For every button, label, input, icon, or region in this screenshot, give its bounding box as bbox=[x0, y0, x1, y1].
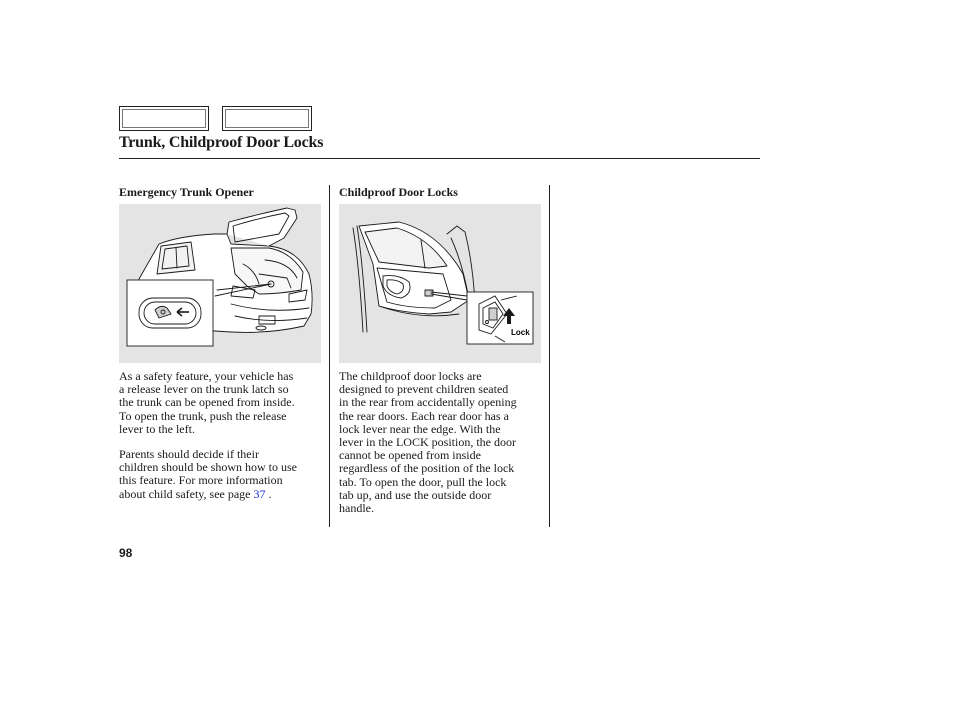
text-line bbox=[119, 488, 324, 501]
text-line: tab up, and use the outside door bbox=[339, 487, 492, 502]
text-line: Parents should decide if their bbox=[119, 447, 259, 461]
page-reference-link[interactable]: 37 bbox=[253, 486, 266, 501]
trunk-opener-paragraph-1 bbox=[119, 370, 324, 436]
text-line: regardless of the position of the lock bbox=[339, 461, 515, 476]
text-line: lock lever near the edge. With the bbox=[339, 421, 501, 436]
page-number: 98 bbox=[119, 546, 133, 560]
text-line: the trunk can be opened from inside. bbox=[119, 395, 295, 410]
trunk-opener-illustration bbox=[119, 204, 321, 363]
text-line: lever in the LOCK position, the door bbox=[339, 435, 516, 450]
title-divider bbox=[119, 158, 760, 159]
nav-box-main-menu[interactable] bbox=[119, 106, 209, 131]
text-line: To open the trunk, push the release bbox=[119, 408, 287, 423]
nav-box-table-of-contents[interactable] bbox=[222, 106, 312, 131]
text-line: in the rear from accidentally opening bbox=[339, 395, 517, 410]
page-title: Trunk, Childproof Door Locks bbox=[119, 134, 324, 151]
rear-door-drawing bbox=[339, 204, 541, 363]
column-divider-1 bbox=[329, 185, 330, 527]
text-line: designed to prevent children seated bbox=[339, 382, 509, 397]
text-line: the rear doors. Each rear door has a bbox=[339, 408, 509, 423]
text-line: lever to the left. bbox=[119, 421, 195, 436]
childproof-lock-illustration bbox=[339, 204, 541, 363]
text-line: handle. bbox=[339, 501, 374, 516]
text-line: tab. To open the door, pull the lock bbox=[339, 474, 507, 489]
childproof-door-locks-heading: Childproof Door Locks bbox=[339, 185, 458, 199]
text-line: this feature. For more information bbox=[119, 473, 283, 488]
text-line: children should be shown how to use bbox=[119, 460, 297, 475]
lock-callout-label: Lock bbox=[511, 328, 530, 337]
text-line: cannot be opened from inside bbox=[339, 448, 481, 463]
text-line: As a safety feature, your vehicle has bbox=[119, 369, 294, 383]
trunk-opener-paragraph-2 bbox=[119, 448, 324, 501]
childproof-lock-paragraph bbox=[339, 370, 544, 515]
column-divider-2 bbox=[549, 185, 550, 527]
text-line: a release lever on the trunk latch so bbox=[119, 382, 289, 397]
text-fragment: . bbox=[265, 486, 272, 501]
text-line: The childproof door locks are bbox=[339, 369, 482, 383]
emergency-trunk-opener-heading: Emergency Trunk Opener bbox=[119, 185, 254, 199]
text-fragment: about child safety, see page bbox=[119, 486, 254, 501]
trunk-car-drawing bbox=[119, 204, 321, 363]
